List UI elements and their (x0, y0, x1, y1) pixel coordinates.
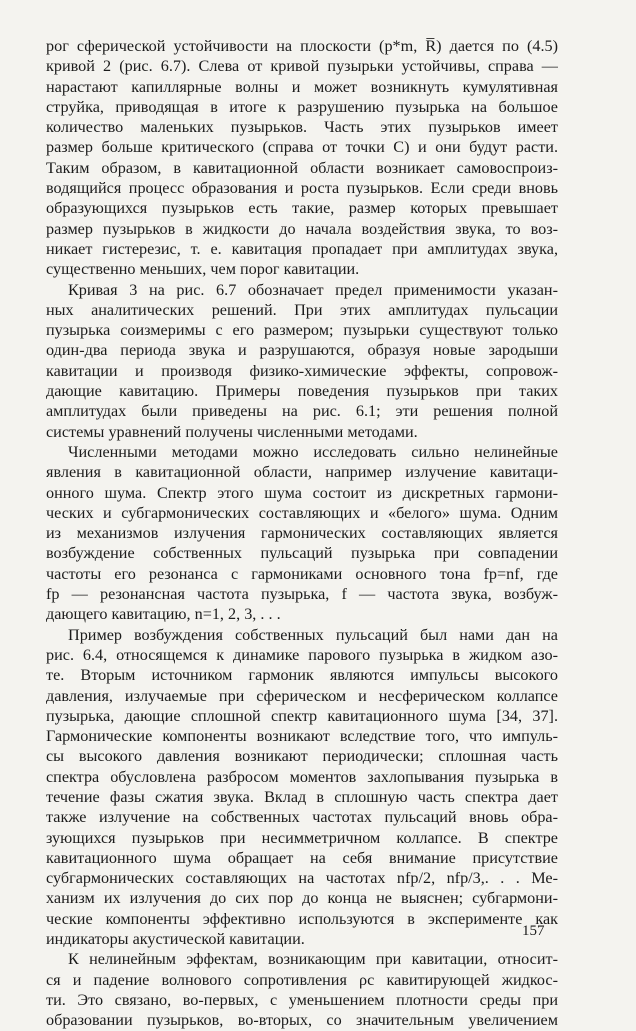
text-line: Пример возбуждения собственных пульсаций был нами дан на (68, 625, 558, 644)
text-line: образующихся пузырьков есть такие, размер которых превышает (46, 199, 558, 218)
text-line: Гармонические компоненты возникают вследствие того, что импуль- (46, 727, 558, 746)
text-line: явления в кавитационной области, например излучение кавитаци- (46, 463, 558, 482)
text-line: возбуждение собственных пульсаций пузырька при совпадении (46, 544, 558, 563)
paragraph-2 (46, 280, 558, 442)
text-line: нарастают капиллярные волны и может возникнуть кумулятивная (46, 77, 558, 96)
text-line: количество маленьких пузырьков. Часть этих пузырьков имеет (46, 118, 558, 137)
text-line: fр — резонансная частота пузырька, f — частота звука, возбуж- (46, 585, 558, 604)
text-line: спектра обусловлена разбросом моментов захлопывания пузырька в (46, 767, 558, 786)
page-body (46, 36, 558, 1031)
text-line: ных аналитических решений. При этих амплитудах пульсации (46, 300, 558, 319)
text-line: Численными методами можно исследовать сильно нелинейные (68, 442, 558, 461)
text-line: кавитации и производя физико-химические эффекты, сопровож- (46, 361, 558, 380)
text-line: ся и падение волнового сопротивления ρc кавитирующей жидкос- (46, 970, 558, 989)
text-line: водящийся процесс образования и роста пузырьков. Если среди вновь (46, 179, 558, 198)
text-line: пузырька, дающие сплошной спектр кавитационного шума [34, 37]. (46, 706, 558, 725)
text-line: зующихся пузырьков при несимметричном коллапсе. В спектре (46, 828, 558, 847)
text-line: системы уравнений получены численными методами. (46, 422, 418, 441)
text-line: рог сферической устойчивости на плоскости (p*m, R̅) дается по (4.5) (46, 37, 558, 55)
text-line: ческие компоненты эффективно используются в эксперименте как (46, 909, 558, 928)
text-line: размер больше критического (справа от точки C) и они будут расти. (46, 138, 558, 157)
text-line: один-два периода звука и разрушаются, образуя новые зародыши (46, 341, 558, 360)
text-line: те. Вторым источником гармоник являются импульсы высокого (46, 666, 558, 685)
text-line: существенно меньших, чем порог кавитации. (46, 260, 360, 279)
text-line: Таким образом, в кавитационной области возникает самовоспроиз- (46, 158, 558, 177)
paragraph-3 (46, 442, 558, 625)
text-line: никает гистерезис, т. е. кавитация пропадает при амплитудах звука, (46, 239, 558, 258)
text-line: размер пузырьков в жидкости до начала воздействия звука, то воз- (46, 219, 558, 238)
text-line: Кривая 3 на рис. 6.7 обозначает предел применимости указан- (68, 280, 558, 299)
text-line: ханизм их излучения до сих пор до конца не выяснен; субгармони- (46, 889, 558, 908)
text-line: из механизмов излучения гармонических составляющих является (46, 524, 558, 543)
text-line: дающие кавитацию. Примеры поведения пузырьков при таких (46, 382, 558, 401)
text-line: образовании пузырьков, во-вторых, со значительным увеличением (46, 1011, 558, 1030)
text-line: давления, излучаемые при сферическом и несферическом коллапсе (46, 686, 558, 705)
paragraph-4 (46, 625, 558, 950)
text-line: частоты его резонанса с гармониками основного тона fр=nf, где (46, 564, 558, 583)
text-line: ческих и субгармонических составляющих и «белого» шума. Одним (46, 503, 558, 522)
text-line: пузырька соизмеримы с его размером; пузырьки существуют только (46, 321, 558, 340)
text-line: амплитудах были приведены на рис. 6.1; эти решения полной (46, 402, 558, 421)
text-line: ти. Это связано, во-первых, с уменьшением плотности среды при (46, 990, 558, 1009)
text-line: кавитационного шума обращает на себя внимание присутствие (46, 848, 558, 867)
text-line: сы высокого давления возникают периодически; сплошная часть (46, 747, 558, 766)
paragraph-5 (46, 949, 558, 1030)
text-line: субгармонических составляющих на частотах nfр/2, nfр/3,. . . Ме- (46, 869, 558, 888)
text-line: кривой 2 (рис. 6.7). Слева от кривой пузырьки устойчивы, справа — (46, 57, 558, 76)
text-line: течение фазы сжатия звука. Вклад в сплошную часть спектра дает (46, 787, 558, 806)
text-line: дающего кавитацию, n=1, 2, 3, . . . (46, 605, 281, 624)
text-line: также излучение на собственных частотах пульсаций вновь обра- (46, 808, 558, 827)
text-line: рис. 6.4, относящемся к динамике парового пузырька в жидком азо- (46, 645, 558, 664)
text-line: индикаторы акустической кавитации. (46, 930, 305, 949)
text-line: струйка, приводящая в итоге к разрушению пузырька на большое (46, 97, 558, 116)
text-line: онного шума. Спектр этого шума состоит из дискретных гармони- (46, 483, 558, 502)
paragraph-1 (46, 36, 558, 280)
page-number: 157 (522, 923, 545, 939)
text-line: К нелинейным эффектам, возникающим при кавитации, относит- (68, 950, 558, 969)
